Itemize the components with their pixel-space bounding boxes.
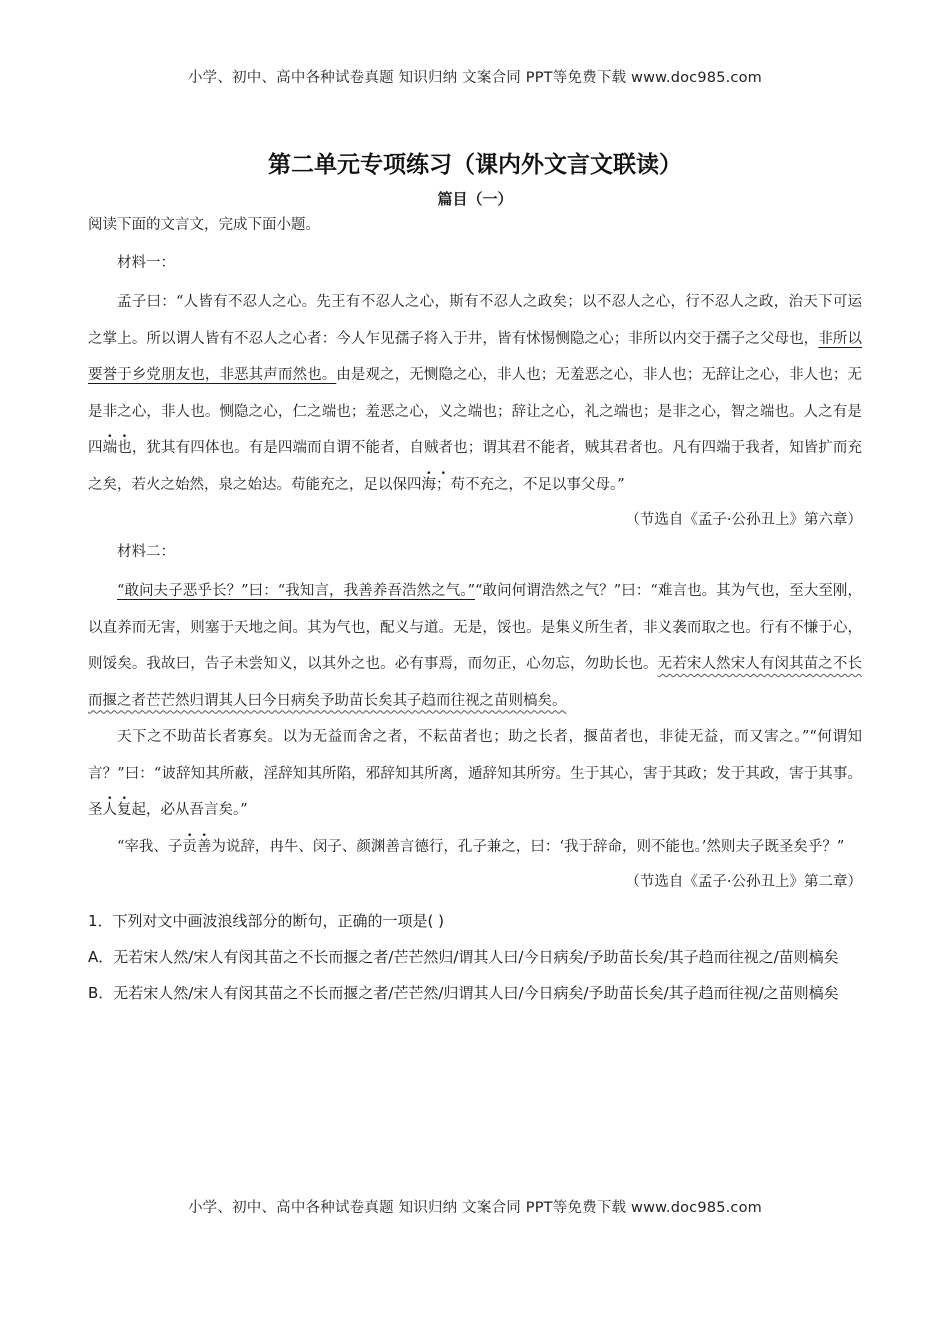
text-span: “敢问何谓浩然之气？”曰：“难言也。其为气也，至大至刚，以直养而无害，则塞于天地之间。其为气也，配义与道。无是，馁也。是集义所生者，非义袭而取之也。行有不慊于心，则馁矣。我故曰，告子未尝知义，以其外之也。必有事焉，而勿正，心勿忘，勿助长也。 <box>88 583 862 672</box>
material2-label: 材料二： <box>117 544 175 560</box>
material1-paragraph <box>88 284 862 503</box>
dotted-char: 端 <box>102 440 118 456</box>
underlined-text: 非所以要誉于乡党朋友也，非恶其声而然也。 <box>88 330 863 383</box>
instruction: 阅读下面的文言文，完成下面小题。 <box>88 217 320 233</box>
underlined-text: “敢问夫子恶乎长？”曰：“我知言，我善养吾浩然之气。” <box>117 583 476 599</box>
text-span: 天下之不助苗长者寡矣。以为无益而舍之者，不耘苗者也；助之长者，揠苗者也，非徒无益，而又害之。”“何谓知言？”曰：“诐辞知其所蔽，淫辞知其所陷，邪辞知其所离，遁辞知其所穷。生于其心，害于其政；发于其政，害于其事。 <box>88 729 862 782</box>
dotted-char: 贡 <box>182 838 197 855</box>
dotted-char: 人 <box>102 802 117 818</box>
section-subtitle: 篇目（一） <box>437 190 513 208</box>
material2-source: （节选自《孟子·公孙丑上》第二章） <box>625 874 862 890</box>
dotted-char: 圣 <box>88 802 103 818</box>
material2-paragraph <box>88 829 862 866</box>
option-a: A．无若宋人然/宋人有闵其苗之不长而揠之者/芒芒然归/谓其人曰/今日病矣/予助苗长矣/其子趋而往视之/苗则槁矣 <box>88 948 839 966</box>
page-header: 小学、初中、高中各种试卷真题 知识归纳 文案合同 PPT等免费下载 www.doc985.com <box>187 70 763 86</box>
question-1 <box>88 903 862 1011</box>
dotted-char: 海 <box>421 476 436 493</box>
wavy-underlined-text: 无若宋人然宋人有闵其苗之不长而揠之者芒芒然归谓其人曰今日病矣予助苗长矣其子趋而往视之苗则槁矣。 <box>88 656 862 709</box>
material2-paragraph <box>88 573 862 719</box>
text-span: ；苟不充之，不足以事父母。” <box>436 476 625 493</box>
dotted-char: 四 <box>407 476 422 493</box>
text-span: 孟子曰：“人皆有不忍人之心。先王有不忍人之心，斯有不忍人之政矣；以不忍人之心，行不忍人之政，治天下可运之掌上。所以谓人皆有不忍人之心者：今人乍见孺子将入于井，皆有怵惕恻隐之心；非所以内交于孺子之父母也， <box>88 294 862 347</box>
document-body <box>88 212 862 1011</box>
option-b: B．无若宋人然/宋人有闵其苗之不长而揠之者/芒芒然/归谓其人曰/今日病矣/予助苗长矣/其子趋而往视/之苗则槁矣 <box>88 984 839 1002</box>
question-stem: 1．下列对文中画波浪线部分的断句，正确的一项是( ) <box>88 912 445 930</box>
material2-paragraph <box>88 719 862 829</box>
dotted-char: 四 <box>88 440 103 456</box>
dotted-char: 子 <box>167 838 183 855</box>
material1-source: （节选自《孟子·公孙丑上》第六章） <box>625 512 862 528</box>
page-title: 第二单元专项练习（课内外文言文联读） <box>268 152 682 178</box>
text-span: “宰我、 <box>117 838 168 855</box>
page-footer: 小学、初中、高中各种试卷真题 知识归纳 文案合同 PPT等免费下载 www.doc985.com <box>187 1200 763 1216</box>
text-span: 由是观之，无恻隐之心，非人也；无羞恶之心，非人也；无辞让之心，非人也；无是非之心，非人也。恻隐之心，仁之端也；羞恶之心，义之端也；辞让之心，礼之端也；是非之心，智之端也。人之有是 <box>88 367 862 420</box>
text-span: 也，犹其有四体也。有是四端而自谓不能者，自贼者也；谓其君不能者，贼其君者也。凡有四端于我者，知皆扩而充之矣，若火之始然，泉之始达。苟能充之，足以保 <box>88 440 863 493</box>
material1-label: 材料一： <box>117 255 175 271</box>
text-span: 复起，必从吾言矣。” <box>117 802 248 818</box>
text-span: 善为说辞，冉牛、闵子、颜渊善言德行，孔子兼之，曰：‘我于辞命，则不能也。’然则夫子既圣矣乎？” <box>196 838 845 855</box>
